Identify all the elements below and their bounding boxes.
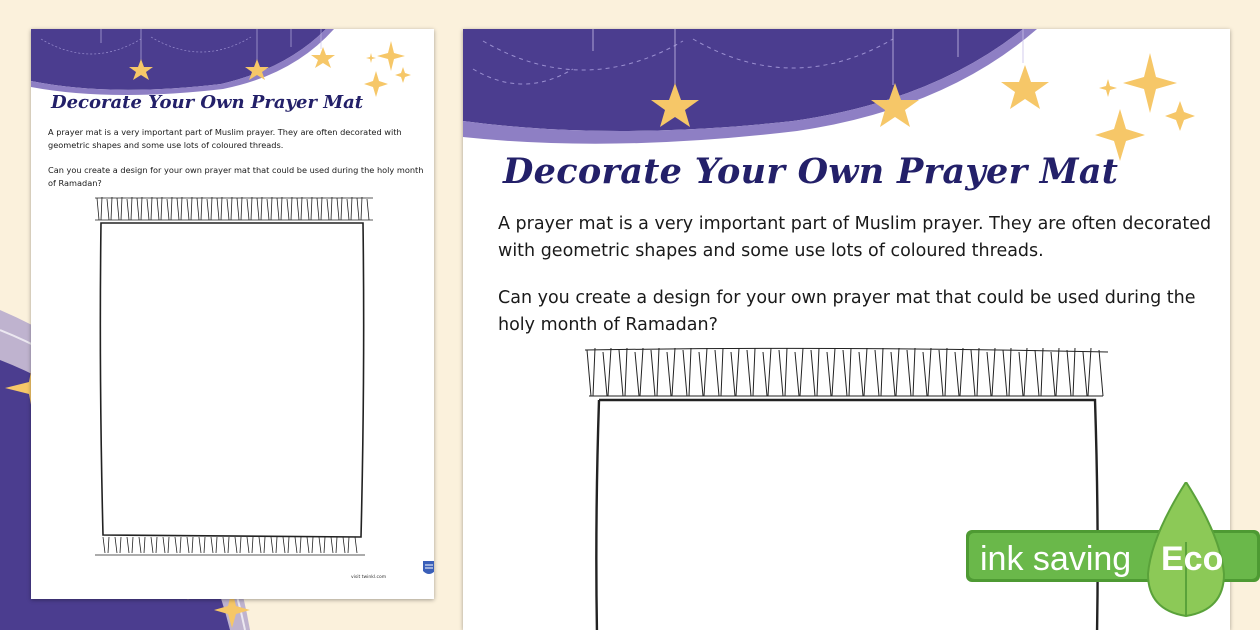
footer-url: visit twinkl.com: [351, 575, 387, 580]
intro-paragraph: A prayer mat is a very important part of Muslim prayer. They are often decorated with geometric shapes and some use lots of coloured threads.: [48, 127, 402, 150]
intro-paragraph: A prayer mat is a very important part of Muslim prayer. They are often decorated with geometric shapes and some use lots of coloured threads.: [498, 214, 1212, 261]
fringe-top: [95, 197, 373, 220]
worksheet-title: Decorate Your Own Prayer Mat: [51, 92, 364, 113]
worksheet-title: Decorate Your Own Prayer Mat: [503, 151, 1119, 192]
ink-saving-label: ink saving: [980, 540, 1132, 578]
eco-label: Eco: [1161, 540, 1224, 578]
worksheet-preview-small: [31, 29, 434, 599]
question-paragraph: Can you create a design for your own prayer mat that could be used during the holy month of Ramadan?: [48, 165, 424, 188]
fringe-bottom: [95, 537, 365, 555]
question-paragraph: Can you create a design for your own prayer mat that could be used during the holy month of Ramadan?: [498, 288, 1196, 335]
prayer-mat-outline[interactable]: [93, 193, 375, 557]
twinkl-logo-icon: [421, 559, 434, 577]
fringe-top: [585, 348, 1108, 396]
